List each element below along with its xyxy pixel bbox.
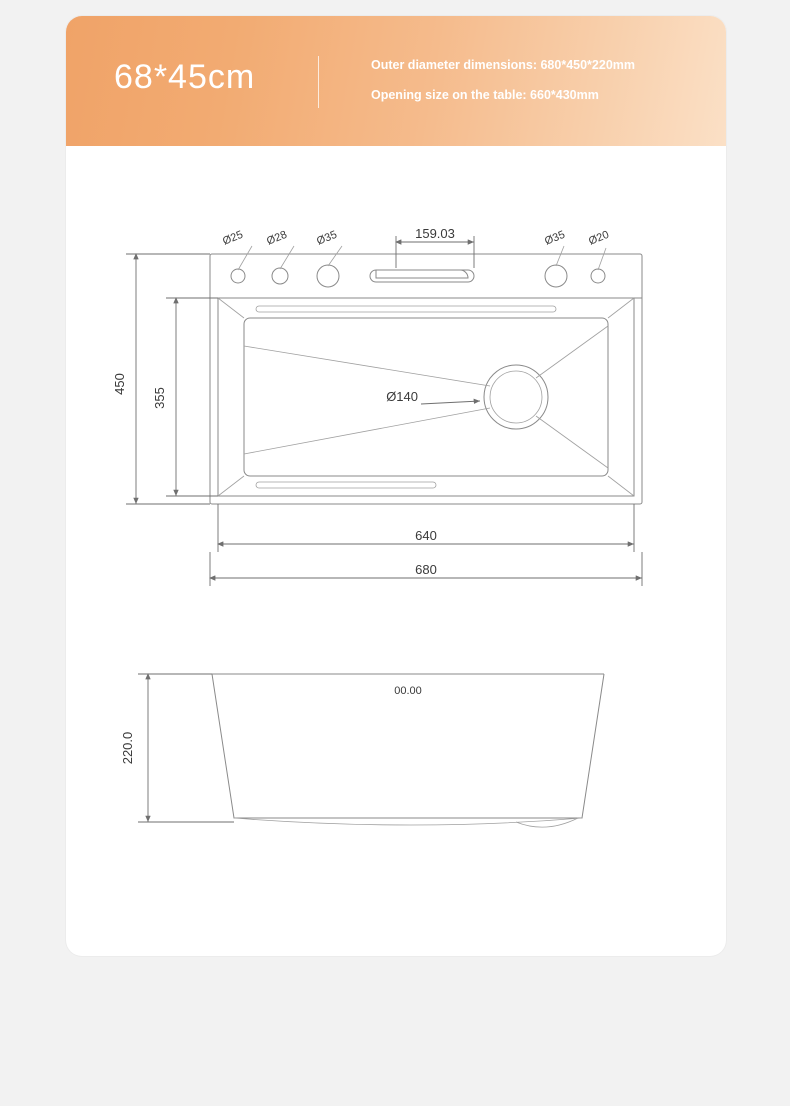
leader-20 (598, 248, 606, 270)
side-view-group (120, 674, 604, 827)
bevel-top-right (608, 298, 634, 318)
tap-hole-35-left (317, 265, 339, 287)
side-bottom-curve (234, 818, 582, 825)
dim-label-680: 680 (415, 562, 437, 577)
hole-label-35-right: Ø35 (542, 228, 567, 248)
banner-size-title: 68*45cm (114, 58, 256, 96)
tap-hole-25 (231, 269, 245, 283)
dim-label-355: 355 (152, 387, 167, 409)
ledge-groove-top (256, 306, 556, 312)
drain-callout (386, 389, 480, 404)
sink-outer-outline (210, 254, 642, 504)
dim-depth (120, 674, 234, 822)
slope-line-2 (244, 408, 490, 454)
tap-hole-28 (272, 268, 288, 284)
product-spec-card (66, 16, 726, 956)
dim-height-inner (152, 298, 218, 496)
hole-label-25: Ø25 (220, 228, 245, 248)
bevel-bottom-right (608, 476, 634, 496)
bevel-bottom-left (218, 476, 244, 496)
slope-line-4 (536, 416, 608, 468)
dim-label-220: 220.0 (120, 731, 135, 765)
drain-leader (421, 401, 480, 404)
slope-line-1 (244, 346, 490, 386)
spec-banner (66, 16, 726, 146)
drain-inner-circle (490, 371, 542, 423)
basin-rim (218, 298, 634, 496)
leader-35-right (556, 246, 564, 266)
side-center-mark: 00.00 (394, 685, 422, 697)
slot-dimension (396, 226, 474, 268)
drain-label: Ø140 (386, 389, 418, 404)
technical-drawing (66, 146, 726, 956)
leader-35-left (328, 246, 342, 266)
leader-28 (280, 246, 294, 269)
ledge-groove-bottom (256, 482, 436, 488)
bevel-top-left (218, 298, 244, 318)
tap-hole-20 (591, 269, 605, 283)
banner-spec-list (371, 58, 635, 118)
banner-divider (318, 56, 319, 108)
banner-spec-opening: Opening size on the table: 660*430mm (371, 88, 599, 102)
banner-spec-outer: Outer diameter dimensions: 680*450*220mm (371, 58, 636, 72)
slope-line-3 (536, 326, 608, 378)
hole-label-35-left: Ø35 (314, 228, 339, 248)
hole-label-28: Ø28 (264, 228, 289, 248)
dim-width-outer (210, 552, 642, 586)
tap-hole-35-right (545, 265, 567, 287)
dim-width-inner (218, 504, 634, 552)
dim-height-outer (112, 254, 210, 504)
dim-label-450: 450 (112, 373, 127, 395)
soap-dispenser-slot (370, 270, 474, 282)
leader-25 (238, 246, 252, 270)
slot-dim-label: 159.03 (415, 226, 455, 241)
drain-outer-circle (484, 365, 548, 429)
top-view-group (112, 146, 642, 586)
basin-bottom (244, 318, 608, 476)
hole-label-20: Ø20 (586, 228, 611, 248)
dim-label-640: 640 (415, 528, 437, 543)
